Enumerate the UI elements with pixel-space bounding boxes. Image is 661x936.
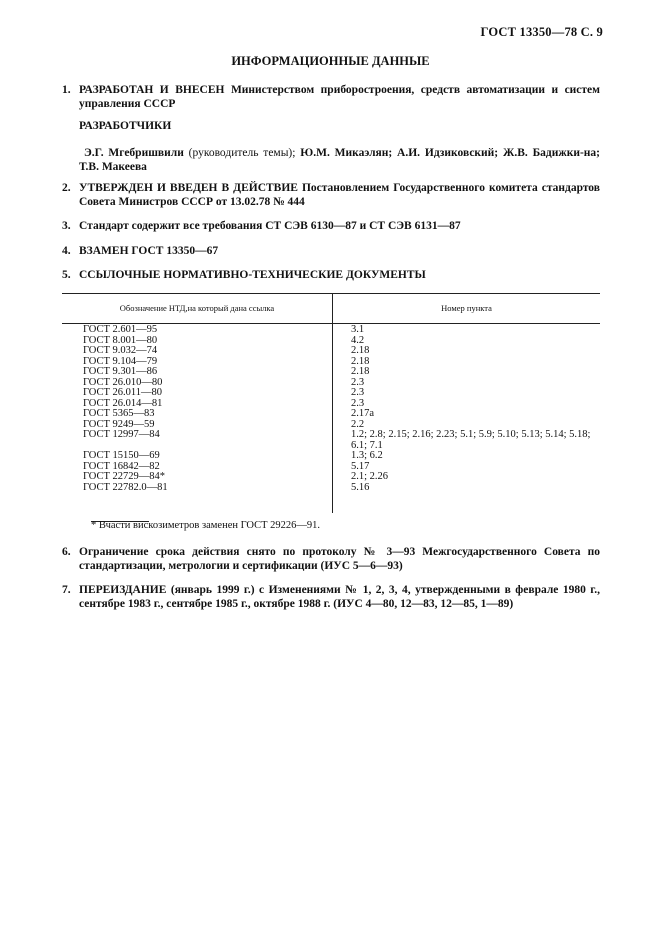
table-cell-document: ГОСТ 16842—82 — [83, 460, 160, 472]
info-item-7 — [62, 583, 600, 611]
table-row — [62, 409, 600, 420]
table-header-document: Обозначение НТД,на который дана ссылка — [119, 303, 275, 313]
developer-lead-role: (руководитель темы); — [183, 147, 301, 159]
table-row — [62, 472, 600, 483]
info-item-1 — [62, 83, 600, 111]
table-cell-point: 2.3 — [351, 376, 365, 388]
table-cell-point: 2.17а — [351, 408, 375, 419]
item-text: ПЕРЕИЗДАНИЕ (январь 1999 г.) с Изменениями № 1, 2, 3, 4, утвержденными в феврале 1980 г., сентябре 1983 г., сентябре 1985 г., октябре 1988 г. (ИУС 4—80, 12—83, 12—85, 1—89) — [79, 584, 600, 610]
table-cell-document: ГОСТ 5365—83 — [83, 408, 155, 419]
table-cell-document: ГОСТ 15150—69 — [83, 450, 160, 461]
table-cell-document: ГОСТ 9.032—74 — [83, 345, 158, 356]
table-cell-point: 2.1; 2.26 — [351, 471, 389, 482]
table-cell-point: 3.1 — [351, 324, 365, 335]
table-body — [62, 325, 600, 493]
table-row — [62, 451, 600, 462]
table-cell-document: ГОСТ 9249—59 — [83, 418, 155, 430]
item-number: 4. — [62, 245, 71, 257]
developers-list — [79, 146, 600, 174]
table-cell-point: 2.2 — [351, 418, 365, 430]
table-cell-document: ГОСТ 26.014—81 — [83, 397, 163, 409]
table-cell-document: ГОСТ 8.001—80 — [83, 334, 158, 346]
item-text: Стандарт содержит все требования СТ СЭВ 6130—87 и СТ СЭВ 6131—87 — [79, 220, 461, 232]
table-cell-point: 1.2; 2.8; 2.15; 2.16; 2.23; 5.1; 5.9; 5.10; 5.13; 5.14; 5.18; 6.1; 7.1 — [351, 429, 591, 451]
table-cell-document: ГОСТ 12997—84 — [83, 429, 160, 440]
developers-title: РАЗРАБОТЧИКИ — [79, 120, 172, 132]
developer-lead: Э.Г. Мгебришвили — [84, 147, 184, 159]
table-row — [62, 483, 600, 494]
table-row — [62, 430, 600, 451]
developer-names: Ю.М. Микаэлян; А.И. Идзиковский; Ж.В. Бадижки-на; Т.В. Макеева — [79, 147, 600, 173]
info-item-4 — [62, 244, 600, 258]
table-cell-point: 1.3; 6.2 — [351, 450, 383, 461]
item-text: УТВЕРЖДЕН И ВВЕДЕН В ДЕЙСТВИЕ Постановлением Государственного комитета стандартов Совета Министров СССР от 13.02.78 № 444 — [79, 182, 600, 208]
table-cell-point: 2.18 — [351, 345, 370, 356]
section-title: ИНФОРМАЦИОННЫЕ ДАННЫЕ — [231, 54, 430, 68]
table-footnote: * Вчасти вискозиметров заменен ГОСТ 29226—91. — [91, 520, 321, 531]
table-cell-point: 5.17 — [351, 460, 370, 472]
table-row — [62, 325, 600, 336]
item-text: РАЗРАБОТАН И ВНЕСЕН Министерством приборостроения, средств автоматизации и систем управления СССР — [79, 84, 600, 110]
table-header-point: Номер пункта — [441, 303, 492, 313]
item-number: 7. — [62, 584, 71, 596]
table-cell-point: 2.3 — [351, 387, 365, 398]
table-cell-document: ГОСТ 26.010—80 — [83, 376, 163, 388]
table-cell-document: ГОСТ 2.601—95 — [83, 324, 158, 335]
page-header: ГОСТ 13350—78 С. 9 — [480, 25, 603, 39]
item-number: 6. — [62, 546, 71, 558]
info-item-6 — [62, 545, 600, 573]
table-cell-document: ГОСТ 22782.0—81 — [83, 481, 168, 493]
table-row — [62, 367, 600, 378]
table-top-rule — [62, 293, 600, 294]
table-cell-document: ГОСТ 9.104—79 — [83, 355, 158, 367]
table-row — [62, 346, 600, 357]
item-text: ССЫЛОЧНЫЕ НОРМАТИВНО-ТЕХНИЧЕСКИЕ ДОКУМЕНТЫ — [79, 269, 426, 281]
item-number: 2. — [62, 182, 71, 194]
item-number: 3. — [62, 220, 71, 232]
table-cell-point: 5.16 — [351, 481, 370, 493]
table-cell-point: 2.3 — [351, 397, 365, 409]
table-cell-document: ГОСТ 26.011—80 — [83, 387, 163, 398]
info-item-5 — [62, 268, 600, 282]
table-cell-point: 2.18 — [351, 355, 370, 367]
table-cell-point: 2.18 — [351, 366, 370, 377]
info-item-3 — [62, 219, 600, 233]
item-number: 5. — [62, 269, 71, 281]
table-cell-document: ГОСТ 9.301—86 — [83, 366, 158, 377]
table-cell-point: 4.2 — [351, 334, 365, 346]
item-number: 1. — [62, 84, 71, 96]
item-text: Ограничение срока действия снято по протоколу № 3—93 Межгосударственного Совета по стандартизации, метрологии и сертификации (ИУС 5—6—93) — [79, 546, 600, 572]
table-cell-document: ГОСТ 22729—84* — [83, 471, 166, 482]
info-item-2 — [62, 181, 600, 209]
item-text: ВЗАМЕН ГОСТ 13350—67 — [79, 245, 219, 257]
table-row — [62, 388, 600, 399]
